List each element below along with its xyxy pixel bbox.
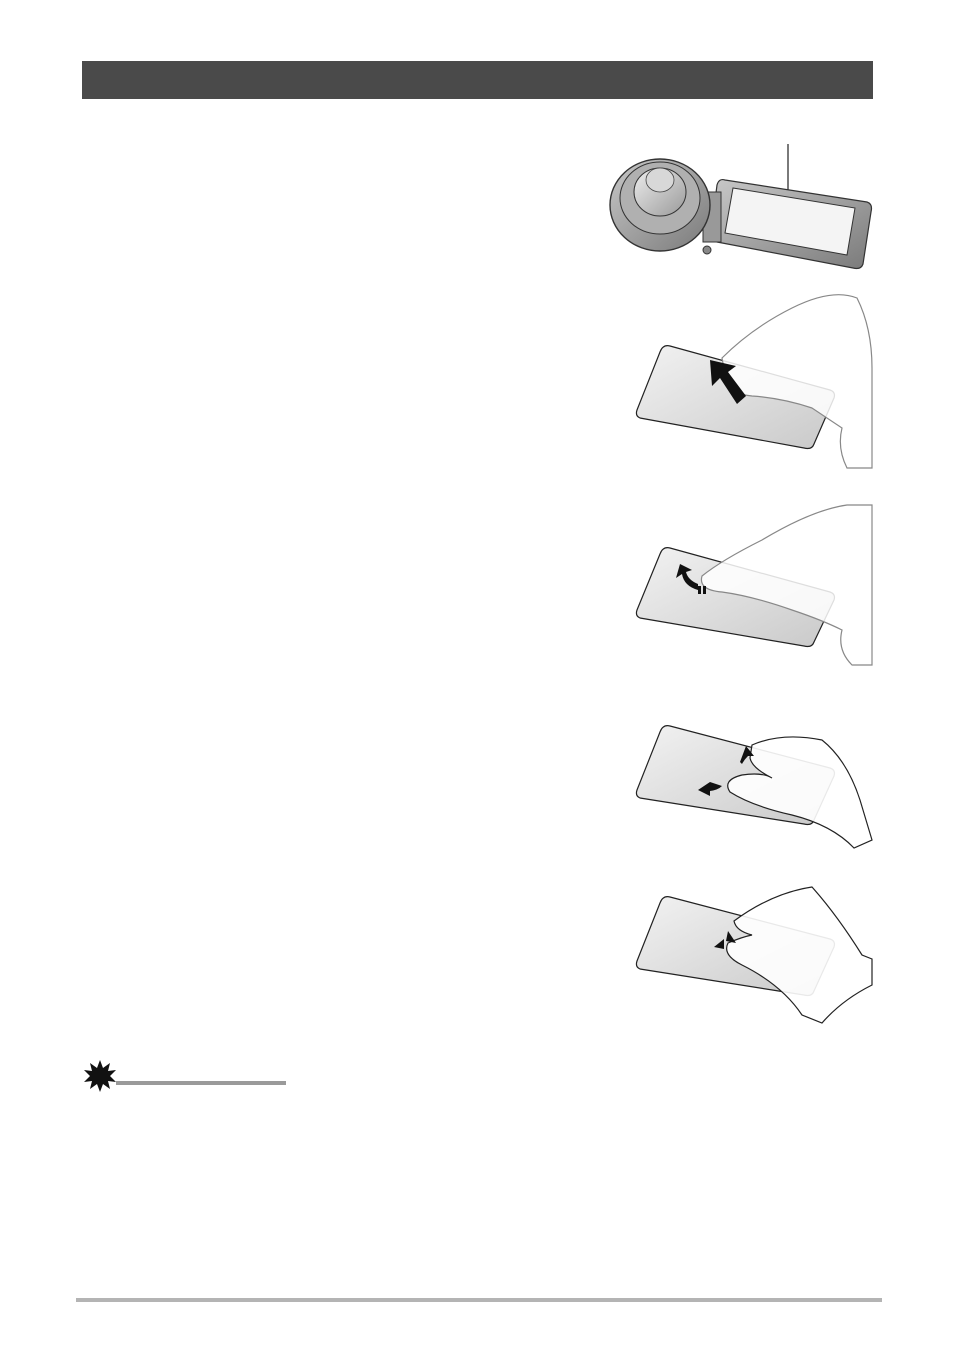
- gesture-swipe-illustration: [632, 288, 876, 473]
- section-header-bar: [82, 61, 873, 99]
- footer-rule: [76, 1298, 882, 1302]
- gesture-drag-illustration: [632, 500, 876, 668]
- camera-touch-panel-illustration: [605, 140, 875, 275]
- gesture-pinch-in-illustration: [632, 885, 876, 1027]
- gesture-pinch-out-illustration: [632, 720, 876, 860]
- starburst-icon: [82, 1058, 287, 1094]
- hand-outline: [727, 887, 872, 1023]
